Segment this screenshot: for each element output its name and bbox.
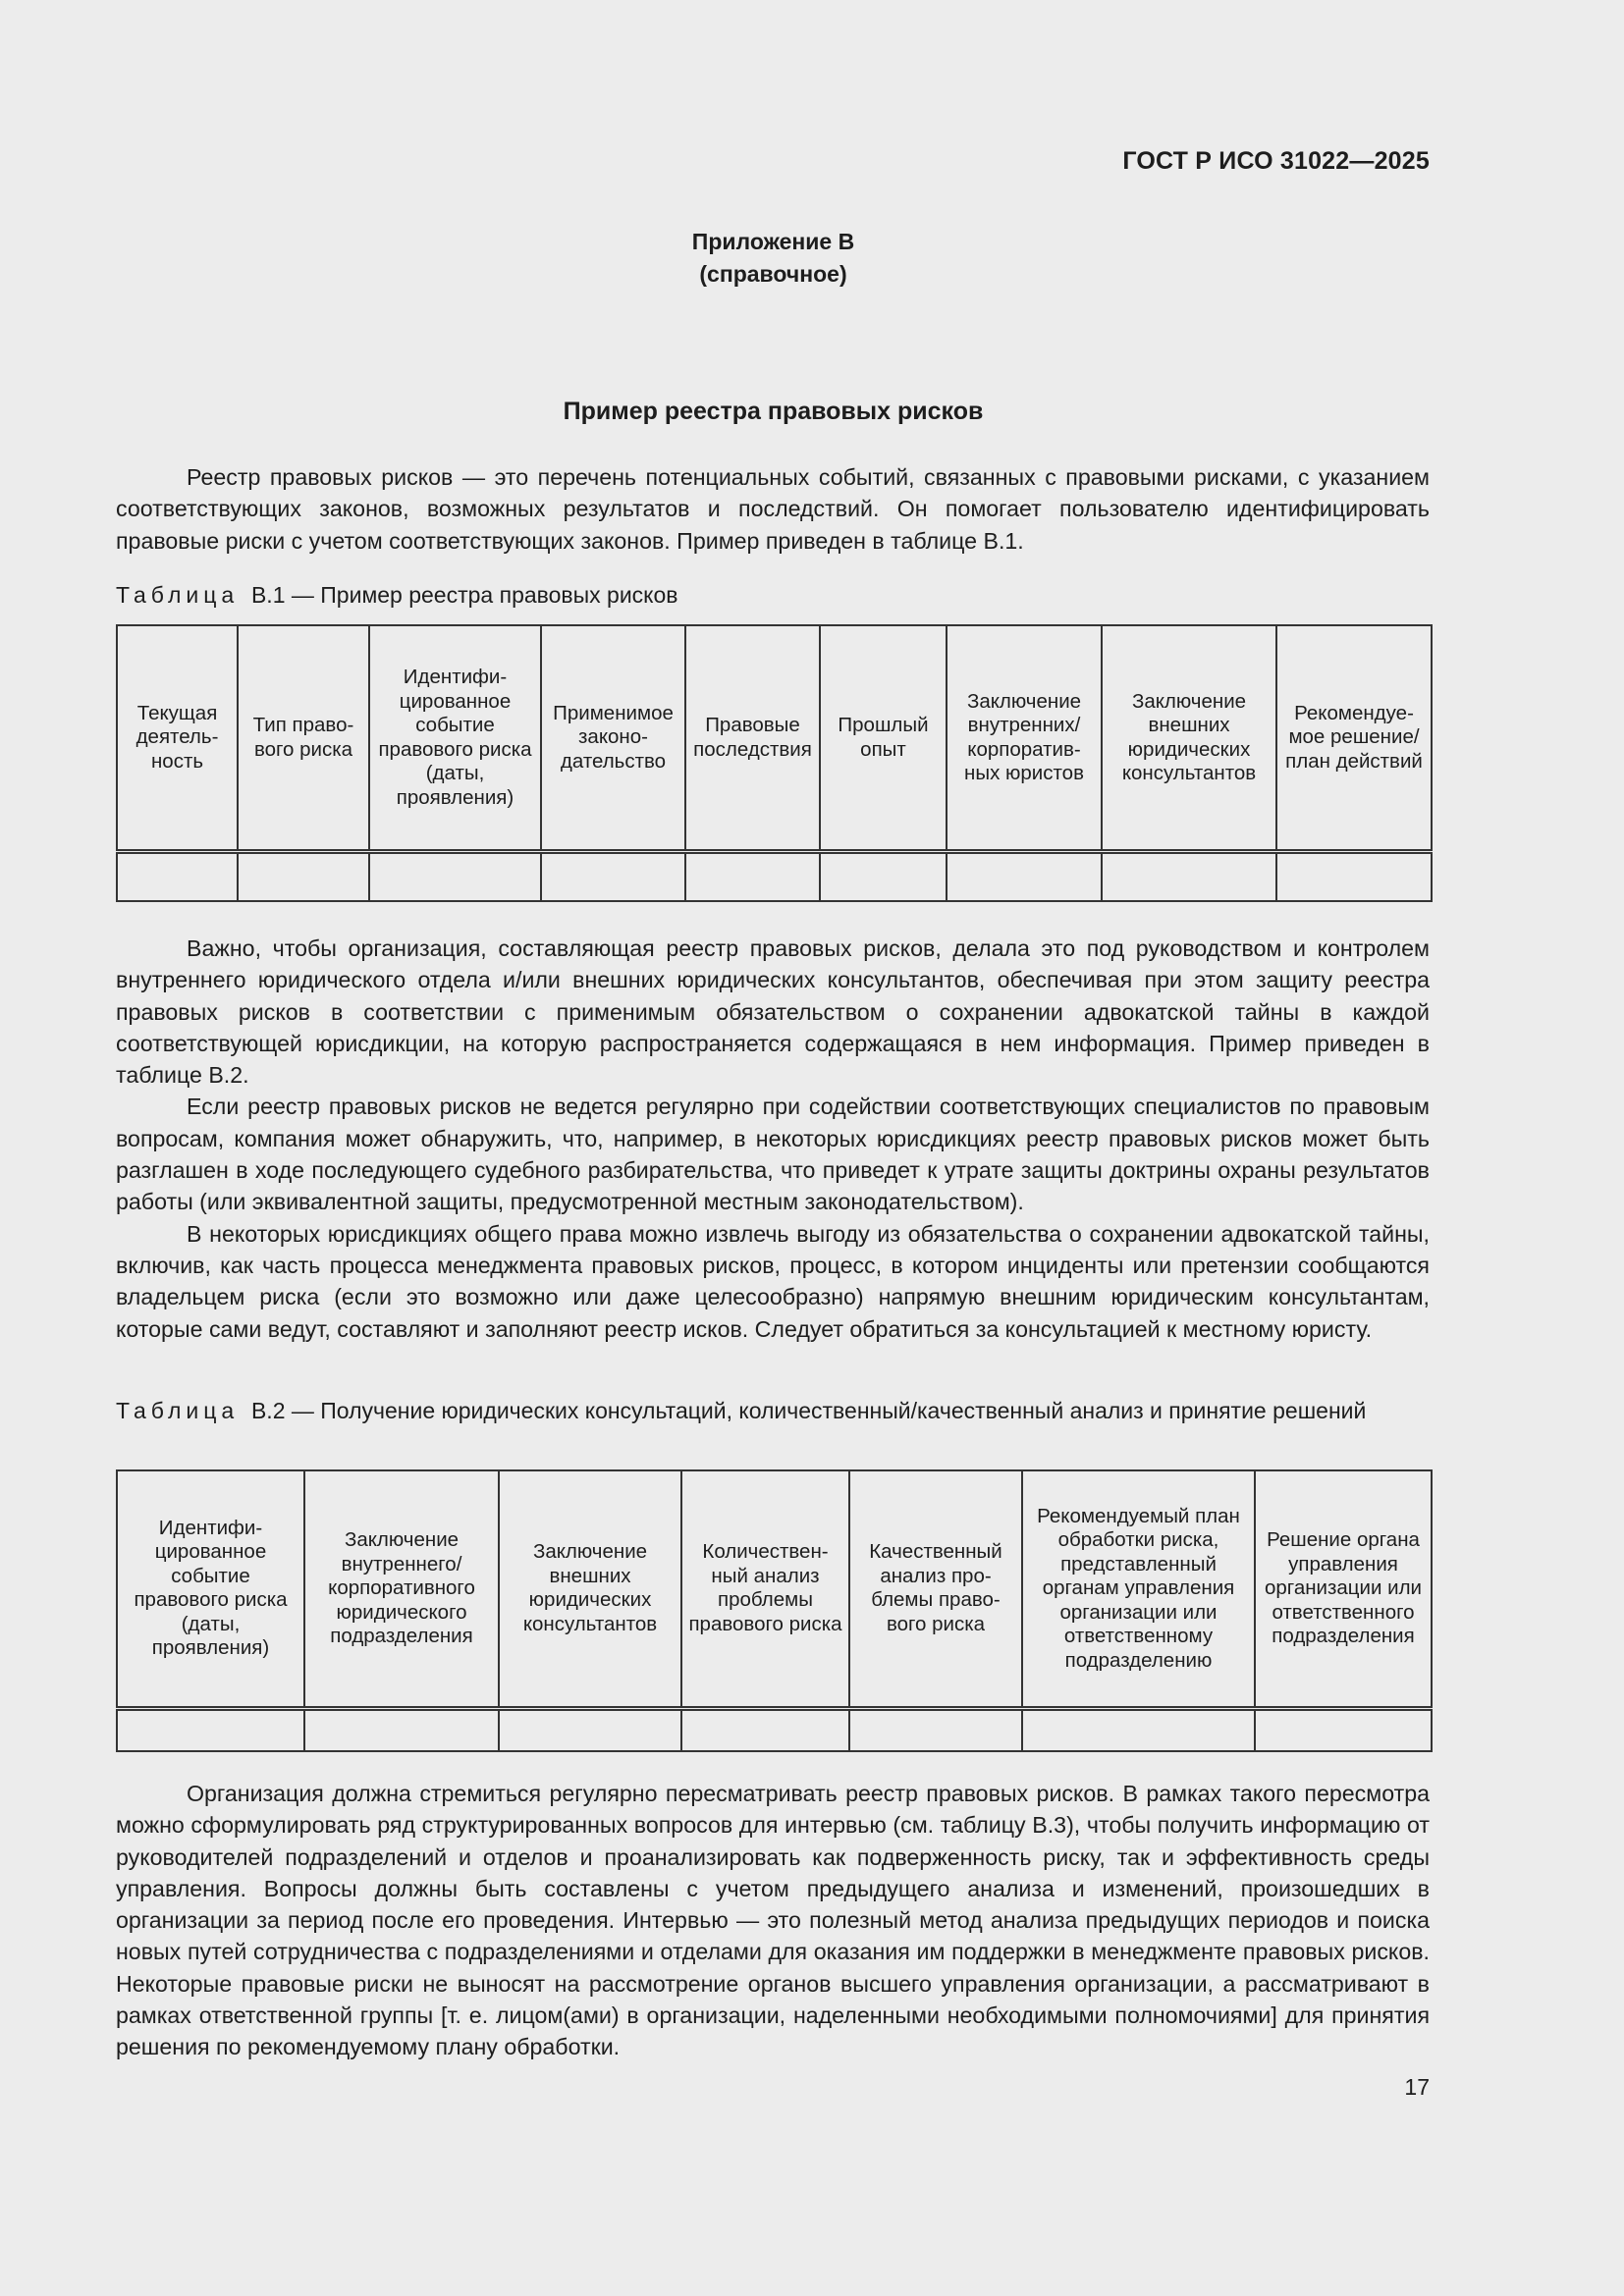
table1-header-row	[117, 625, 1432, 852]
table1-cell	[685, 852, 820, 901]
legal-advice-analysis-table	[116, 1469, 1433, 1752]
table1-header-cell: Рекомендуемое решение/план действий	[1276, 625, 1432, 852]
table1-cell	[238, 852, 369, 901]
table1-cell	[541, 852, 685, 901]
table2-caption-text: В.2 — Получение юридических консультаций, количественный/качественный анализ и принятие решений	[250, 1398, 1367, 1423]
table2-empty-row	[117, 1708, 1432, 1751]
table1-cell	[947, 852, 1102, 901]
table1-cell	[1276, 852, 1432, 901]
table2-cell	[681, 1708, 849, 1751]
table2-header-cell: Количественный анализ проблемы правового риска	[681, 1470, 849, 1708]
table1-header-cell: Правовые последствия	[685, 625, 820, 852]
table2-header-cell: Качественный анализ проблемы правового риска	[849, 1470, 1022, 1708]
table1-caption-text: В.1 — Пример реестра правовых рисков	[250, 582, 678, 608]
body-paragraph: Если реестр правовых рисков не ведется регулярно при содействии соответствующих специалистов по правовым вопросам, компания может обнаружить, что, например, в некоторых юрисдикциях реестр правовых рисков может быть разглашен в ходе последующего судебного разбирательства, что приведет к утрате защиты доктрины охраны результатов работы (или эквивалентной защиты, предусмотренной местным законодательством).	[116, 1094, 1430, 1215]
table2-cell	[849, 1708, 1022, 1751]
legal-risk-register-table	[116, 624, 1433, 902]
appendix-type: (справочное)	[699, 261, 847, 287]
section-title: Пример реестра правовых рисков	[563, 398, 984, 425]
table2-caption-word: Таблица	[116, 1398, 240, 1423]
table2-header-cell: Заключение внешних юридических консультантов	[499, 1470, 681, 1708]
closing-text: Организация должна стремиться регулярно пересматривать реестр правовых рисков. В рамках такого пересмотра можно сформулировать ряд структурированных вопросов для интервью (см. таблицу В.3), чтобы получить информацию от руководителей подразделений и отделов и проанализировать как подверженность риску, так и эффективность среды управления. Вопросы должны быть составлены с учетом предыдущего анализа и изменений, произошедших в организации за период после его проведения. Интервью — это полезный метод анализа предыдущих периодов и поиска новых путей сотрудничества с подразделениями и отделами для оказания им поддержки в менеджменте правовых рисков. Некоторые правовые риски не выносят на рассмотрение органов высшего управления организации, а рассматривают в рамках ответственной группы [т. е. лицом(ами) в организации, наделенными необходимыми полномочиями] для принятия решения по рекомендуемому плану обработки.	[116, 1781, 1430, 2060]
table2-header-row	[117, 1470, 1432, 1708]
table2-caption	[116, 1395, 1430, 1426]
table2-header-cell: Рекомендуемый план обработки риска, представленный органам управления организации или ответственному подразделению	[1022, 1470, 1255, 1708]
appendix-title: Приложение В	[691, 229, 855, 254]
table1-cell	[369, 852, 541, 901]
table2-header-cell: Заключение внутреннего/ корпоративного юридического подразделения	[304, 1470, 499, 1708]
intro-paragraph	[116, 461, 1430, 557]
table1-header-cell: Заключение внешних юридических консультантов	[1102, 625, 1276, 852]
table2-cell	[499, 1708, 681, 1751]
table1-cell	[1102, 852, 1276, 901]
appendix-heading	[0, 226, 1546, 291]
table1-header-cell: Заключение внутренних/ корпоративных юристов	[947, 625, 1102, 852]
table1-header-cell: Тип правового риска	[238, 625, 369, 852]
closing-paragraph	[116, 1778, 1430, 2063]
body-paragraph: Важно, чтобы организация, составляющая реестр правовых рисков, делала это под руководством и контролем внутреннего юридического отдела и/или внешних юридических консультантов, обеспечивая при этом защиту реестра правовых рисков в соответствии с применимым обязательством о сохранении адвокатской тайны в каждой соответствующей юрисдикции, на которую распространяется содержащаяся в нем информация. Пример приведен в таблице В.2.	[116, 935, 1430, 1089]
body-paragraph: В некоторых юрисдикциях общего права можно извлечь выгоду из обязательства о сохранении адвокатской тайны, включив, как часть процесса менеджмента правовых рисков, процесс, в котором инциденты или претензии сообщаются владельцем риска (если это возможно или даже целесообразно) напрямую внешним юридическим консультантам, которые сами ведут, составляют и заполняют реестр исков. Следует обратиться за консультацией к местному юристу.	[116, 1220, 1430, 1342]
table1-cell	[820, 852, 947, 901]
table2-cell	[1255, 1708, 1432, 1751]
table2-header-cell: Идентифицированное событие правового риска (даты, проявления)	[117, 1470, 304, 1708]
table1-caption	[116, 579, 1430, 611]
page-number: 17	[1404, 2074, 1430, 2100]
table2-cell	[1022, 1708, 1255, 1751]
table1-header-cell: Применимое законодательство	[541, 625, 685, 852]
table2-cell	[304, 1708, 499, 1751]
table1-header-cell: Прошлый опыт	[820, 625, 947, 852]
table1-cell	[117, 852, 238, 901]
table2-cell	[117, 1708, 304, 1751]
body-paragraphs	[116, 933, 1430, 1345]
intro-text: Реестр правовых рисков — это перечень потенциальных событий, связанных с правовыми рисками, с указанием соответствующих законов, возможных результатов и последствий. Он помогает пользователю идентифицировать правовые риски с учетом соответствующих законов. Пример приведен в таблице В.1.	[116, 464, 1430, 554]
table1-header-cell: Текущая деятельность	[117, 625, 238, 852]
table2-header-cell: Решение органа управления организации или ответственного подразделения	[1255, 1470, 1432, 1708]
table1-empty-row	[117, 852, 1432, 901]
document-code: ГОСТ Р ИСО 31022—2025	[1122, 147, 1430, 175]
table1-header-cell: Идентифицированное событие правового риска (даты, проявления)	[369, 625, 541, 852]
table1-caption-word: Таблица	[116, 582, 240, 608]
